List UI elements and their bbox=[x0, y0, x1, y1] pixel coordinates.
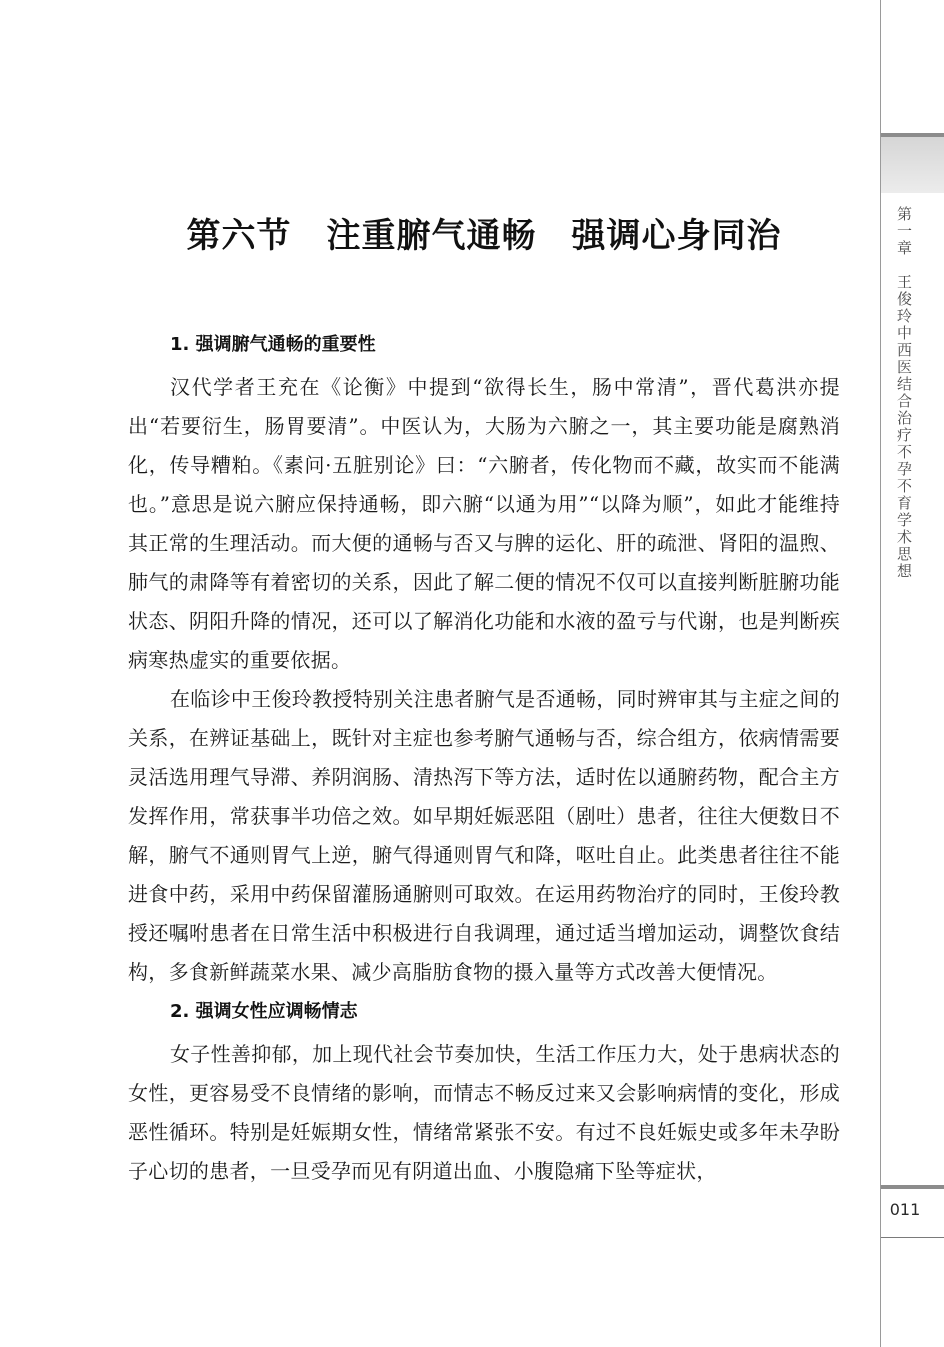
page-number-bar bbox=[881, 1185, 944, 1189]
paragraph: 女子性善抑郁，加上现代社会节奏加快，生活工作压力大，处于患病状态的女性，更容易受不良情绪的影响，而情志不畅反过来又会影响病情的变化，形成恶性循环。特别是妊娠期女性，情绪常紧张不安。有过不良妊娠史或多年未孕盼子心切的患者，一旦受孕而见有阴道出血、小腹隐痛下坠等症状， bbox=[128, 1042, 840, 1183]
section-title: 第六节 注重腑气通畅 强调心身同治 bbox=[186, 216, 782, 256]
paragraph: 汉代学者王充在《论衡》中提到“欲得长生，肠中常清”，晋代葛洪亦提出“若要衍生，肠胃要清”。中医认为，大肠为六腑之一，其主要功能是腐熟消化，传导糟粕。《素问·五脏别论》曰：“六腑者，传化物而不藏，故实而不能满也。”意思是说六腑应保持通畅，即六腑“以通为用”“以降为顺”，如此才能维持其正常的生理活动。而大便的通畅与否又与脾的运化、肝的疏泄、肾阳的温煦、肺气的肃降等有着密切的关系，因此了解二便的情况不仅可以直接判断脏腑功能状态、阴阳升降的情况，还可以了解消化功能和水液的盈亏与代谢，也是判断疾病寒热虚实的重要依据。 bbox=[128, 375, 840, 672]
page-number: 011 bbox=[889, 1200, 921, 1219]
subsection-heading: 2. 强调女性应调畅情志 bbox=[170, 1001, 358, 1022]
chapter-tab bbox=[881, 133, 944, 193]
paragraph: 在临诊中王俊玲教授特别关注患者腑气是否通畅，同时辨审其与主症之间的关系，在辨证基础上，既针对主症也参考腑气通畅与否，综合组方，依病情需要灵活选用理气导滞、养阴润肠、清热泻下等方法，适时佐以通腑药物，配合主方发挥作用，常获事半功倍之效。如早期妊娠恶阻（剧吐）患者，往往大便数日不解，腑气不通则胃气上逆，腑气得通则胃气和降，呕吐自止。此类患者往往不能进食中药，采用中药保留灌肠通腑则可取效。在运用药物治疗的同时，王俊玲教授还嘱咐患者在日常生活中积极进行自我调理，通过适当增加运动，调整饮食结构，多食新鲜蔬菜水果、减少高脂肪食物的摄入量等方式改善大便情况。 bbox=[128, 687, 840, 984]
chapter-tab-bar bbox=[881, 133, 944, 137]
subsection-heading: 1. 强调腑气通畅的重要性 bbox=[170, 334, 376, 355]
margin-rule bbox=[880, 0, 881, 1347]
body-text bbox=[128, 325, 840, 1191]
chapter-tab-label: 第一章 王俊玲中西医结合治疗不孕不育学术思想 bbox=[895, 206, 913, 580]
page-number-rule bbox=[881, 1237, 944, 1238]
